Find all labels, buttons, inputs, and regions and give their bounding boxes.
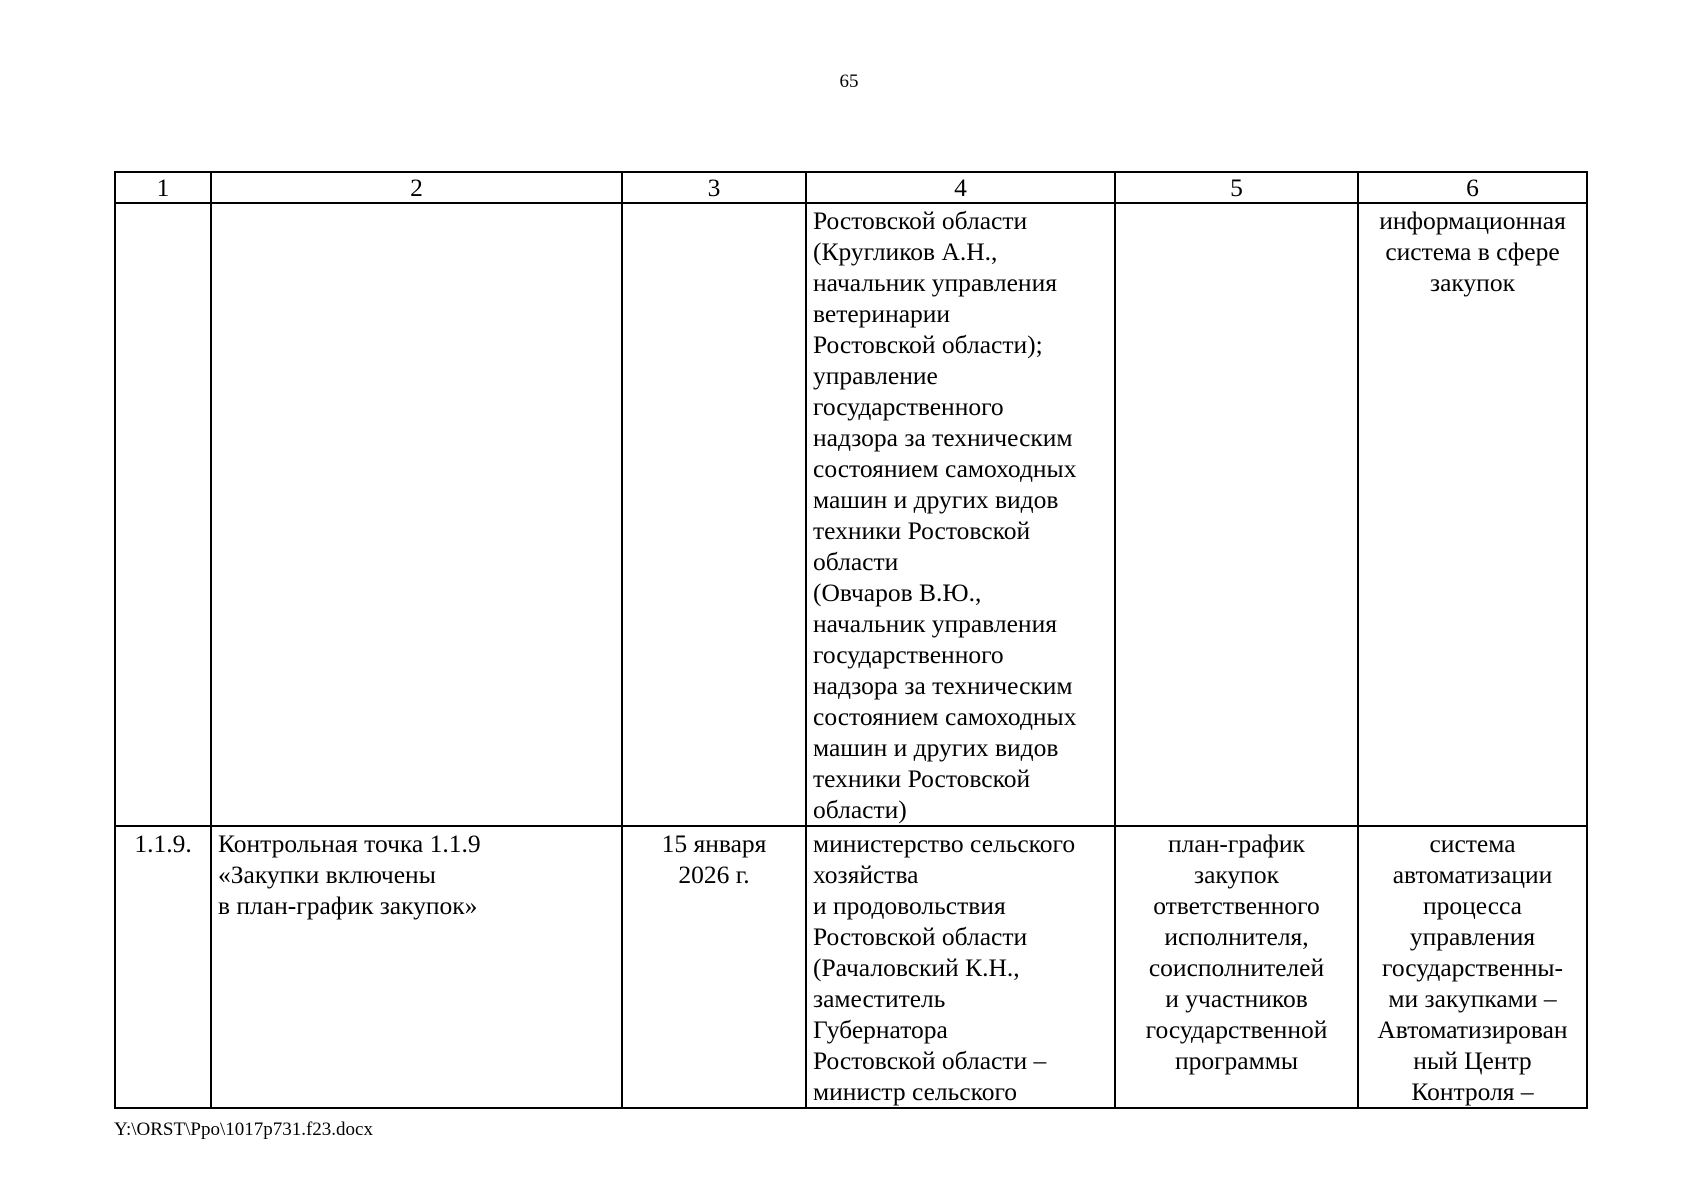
table-row <box>115 203 1587 826</box>
column-header-4: 4 <box>806 172 1115 203</box>
cell-document-type: план-график закупок ответственного исполнителя, соисполнителей и участников государственной программы <box>1115 826 1358 1108</box>
table-header-row <box>115 172 1587 203</box>
column-header-2: 2 <box>211 172 622 203</box>
column-header-6: 6 <box>1358 172 1587 203</box>
cell-information-system: система автоматизации процесса управления государственны- ми закупками – Автоматизирован ный Центр Контроля – <box>1358 826 1587 1108</box>
cell-number: 1.1.9. <box>115 826 211 1108</box>
cell-event-name <box>211 203 622 826</box>
cell-number <box>115 203 211 826</box>
document-table <box>114 171 1588 1109</box>
cell-responsible: Ростовской области (Кругликов А.Н., начальник управления ветеринарии Ростовской области); управление государственного надзора за техническим состоянием самоходных машин и других видов техники Ростовской области (Овчаров В.Ю., начальник управления государственного надзора за техническим состоянием самоходных машин и других видов техники Ростовской области) <box>806 203 1115 826</box>
cell-responsible: министерство сельского хозяйства и продовольствия Ростовской области (Рачаловский К.Н., заместитель Губернатора Ростовской области – министр сельского <box>806 826 1115 1108</box>
cell-information-system: информационная система в сфере закупок <box>1358 203 1587 826</box>
column-header-1: 1 <box>115 172 211 203</box>
cell-event-name: Контрольная точка 1.1.9 «Закупки включены в план-график закупок» <box>211 826 622 1108</box>
column-header-3: 3 <box>622 172 806 203</box>
column-header-5: 5 <box>1115 172 1358 203</box>
cell-document-type <box>1115 203 1358 826</box>
table-row <box>115 826 1587 1108</box>
cell-deadline <box>622 203 806 826</box>
page-number: 65 <box>839 71 859 92</box>
footer-file-path: Y:\ORST\Ppo\1017p731.f23.docx <box>114 1119 373 1140</box>
cell-deadline: 15 января 2026 г. <box>622 826 806 1108</box>
